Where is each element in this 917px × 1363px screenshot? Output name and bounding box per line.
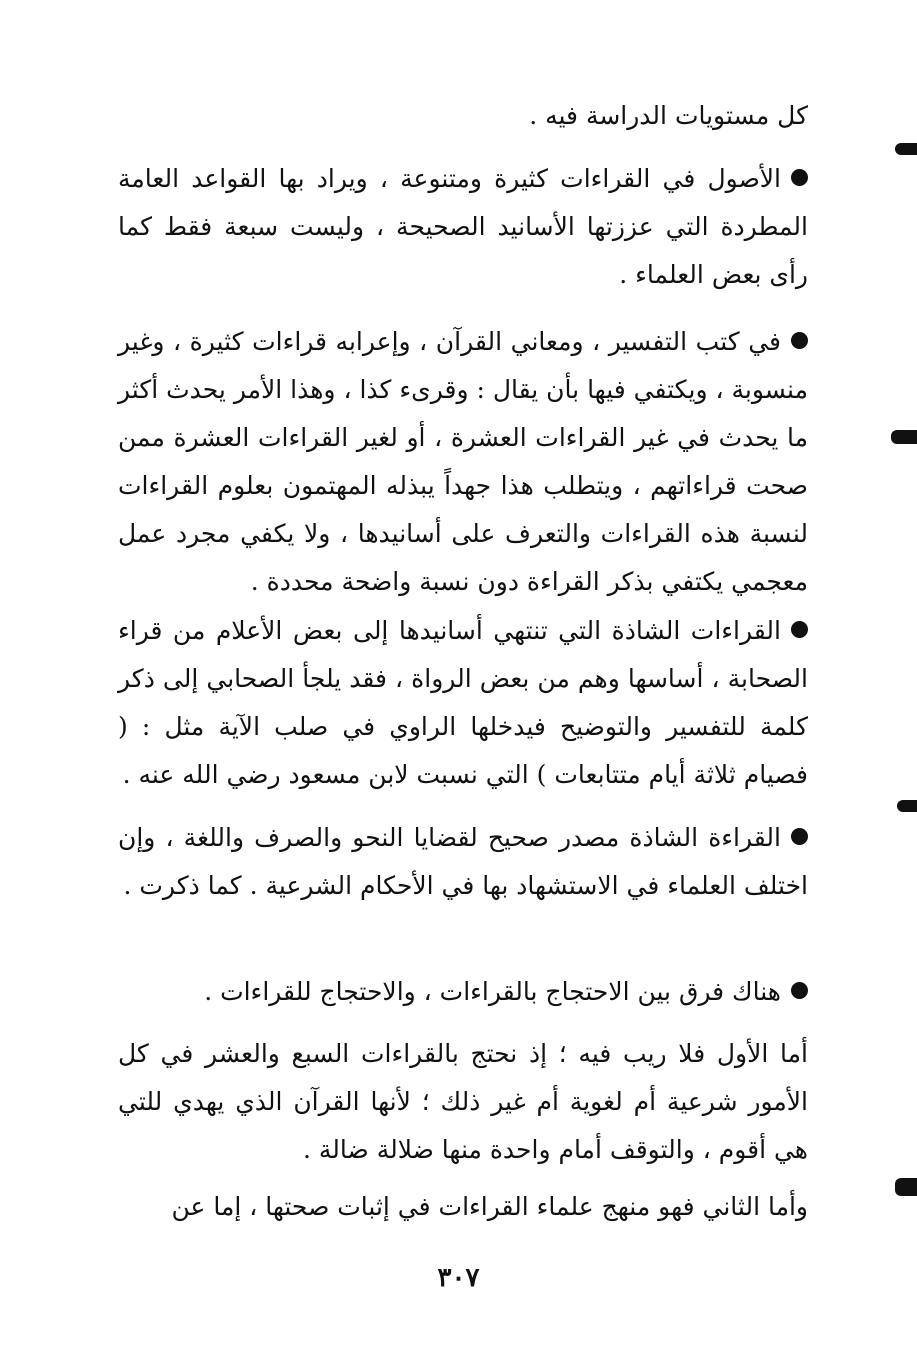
paragraph-text: كل مستويات الدراسة فيه . (529, 101, 808, 130)
paragraph-second (118, 1183, 808, 1231)
paragraph-shadhdha (118, 607, 808, 799)
bullet-icon (791, 169, 808, 186)
paragraph-nahw (118, 814, 808, 910)
bullet-icon (791, 621, 808, 638)
bullet-icon (791, 982, 808, 999)
paragraph-tafsir (118, 318, 808, 606)
paragraph-text: هناك فرق بين الاحتجاج بالقراءات ، والاحتجاج للقراءات . (204, 977, 781, 1006)
paragraph-usul (118, 155, 808, 299)
paragraph-text: القراءات الشاذة التي تنتهي أسانيدها إلى بعض الأعلام من قراء الصحابة ، أساسها وهم من بعض الرواة ، فقد يلجأ الصحابي إلى ذكر كلمة للتفسير والتوضيح فيدخلها الراوي في صلب الآية مثل : ( فصيام ثلاثة أيام متتابعات ) التي نسبت لابن مسعود رضي الله عنه . (118, 616, 808, 789)
paragraph-text: وأما الثاني فهو منهج علماء القراءات في إثبات صحتها ، إما عن (171, 1192, 808, 1221)
scan-edge-mark (895, 1178, 917, 1196)
paragraph-text: الأصول في القراءات كثيرة ومتنوعة ، ويراد بها القواعد العامة المطردة التي عززتها الأسانيد الصحيحة ، وليست سبعة فقط كما رأى بعض العلماء . (118, 164, 808, 289)
paragraph-ihtijaj (118, 968, 808, 1016)
scan-edge-mark (895, 143, 917, 155)
paragraph-text: في كتب التفسير ، ومعاني القرآن ، وإعرابه قراءات كثيرة ، وغير منسوبة ، ويكتفي فيها بأن يقال : وقرىء كذا ، وهذا الأمر يحدث أكثر ما يحدث في غير القراءات العشرة ، أو لغير القراءات العشرة ممن صحت قراءاتهم ، ويتطلب هذا جهداً يبذله المهتمون بعلوم القراءات لنسبة هذه القراءات والتعرف على أسانيدها ، ولا يكفي مجرد عمل معجمي يكتفي بذكر القراءة دون نسبة واضحة محددة . (118, 327, 808, 596)
paragraph-continuation (118, 92, 808, 140)
paragraph-first (118, 1030, 808, 1174)
page-number: ٣٠٧ (437, 1263, 480, 1293)
scan-edge-mark (897, 800, 917, 812)
scan-edge-mark (891, 430, 917, 444)
bullet-icon (791, 828, 808, 845)
bullet-icon (791, 332, 808, 349)
paragraph-text: أما الأول فلا ريب فيه ؛ إذ نحتج بالقراءات السبع والعشر في كل الأمور شرعية أم لغوية أم غير ذلك ؛ لأنها القرآن الذي يهدي للتي هي أقوم ، والتوقف أمام واحدة منها ضلالة ضالة . (118, 1039, 808, 1164)
paragraph-text: القراءة الشاذة مصدر صحيح لقضايا النحو والصرف واللغة ، وإن اختلف العلماء في الاستشهاد بها في الأحكام الشرعية . كما ذكرت . (118, 823, 808, 900)
